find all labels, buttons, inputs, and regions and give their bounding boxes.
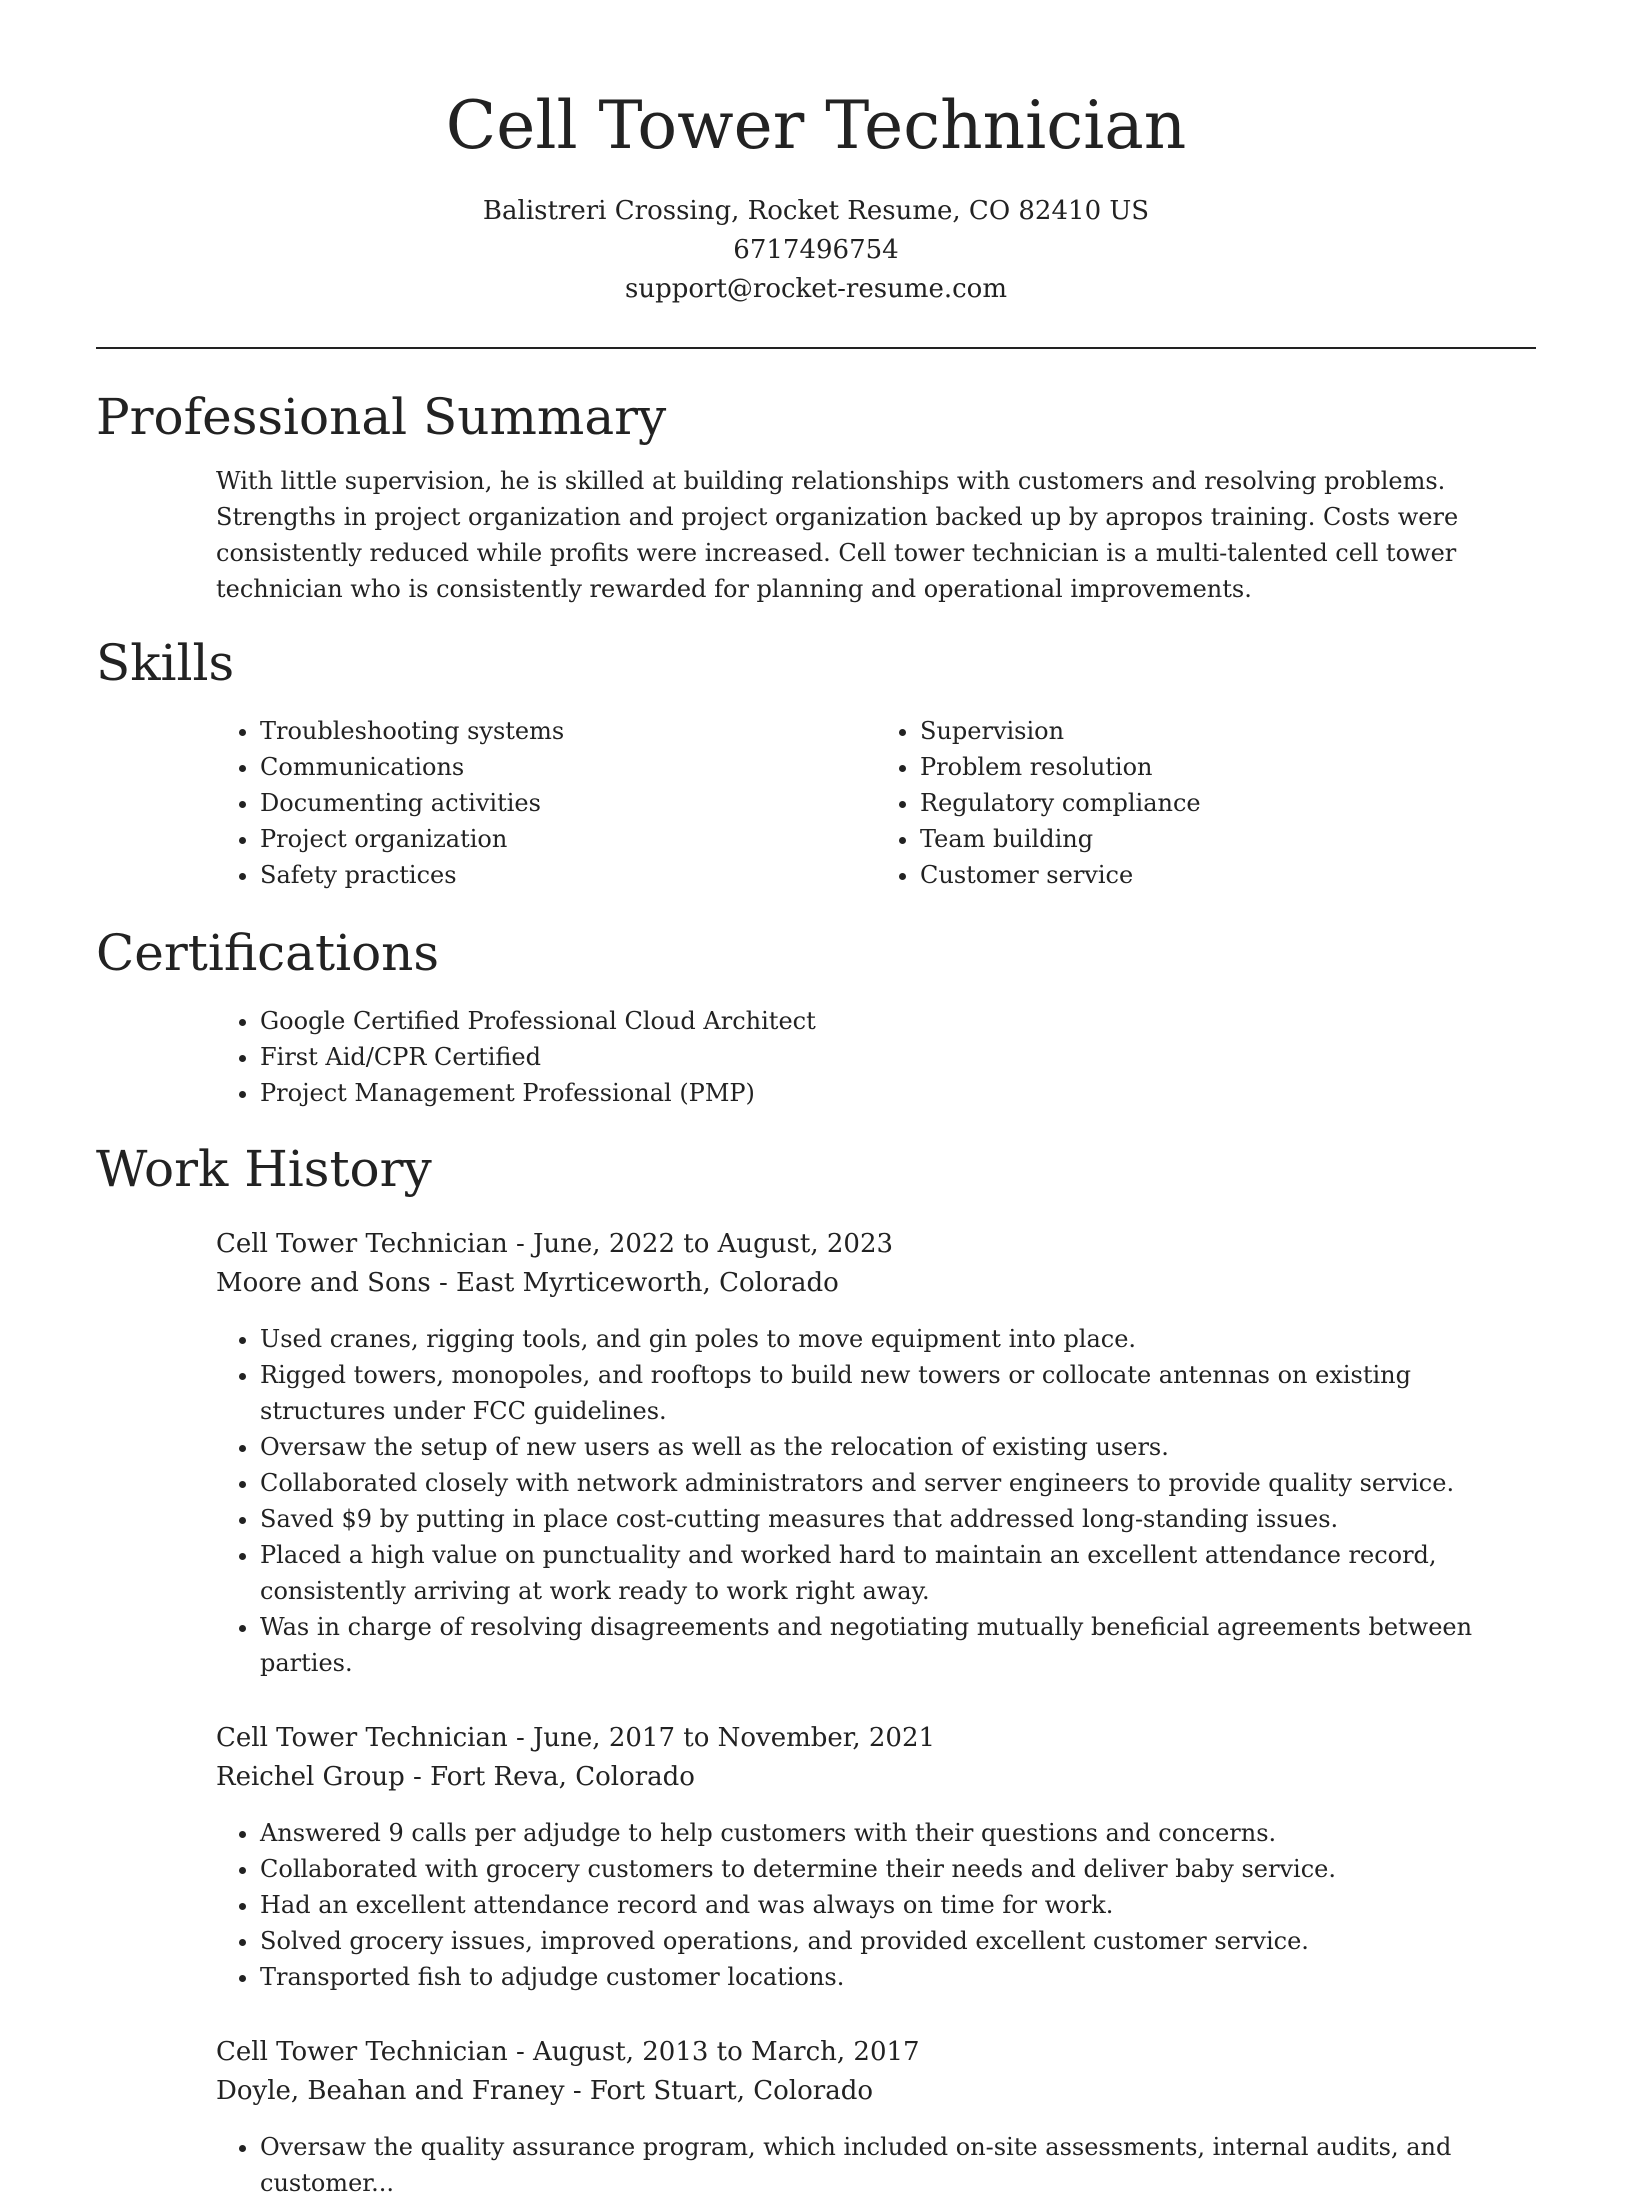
job-duty: • Collaborated with grocery customers to determine their needs and deliver baby service.	[260, 1851, 1536, 1887]
certification-item: • First Aid/CPR Certified	[260, 1039, 1536, 1075]
job-duty: • Collaborated closely with network administrators and server engineers to provide quality service.	[260, 1465, 1536, 1501]
certification-bullets	[216, 1003, 1536, 1111]
skill-item: • Communications	[260, 749, 876, 785]
skill-item: • Troubleshooting systems	[260, 713, 876, 749]
skills-section	[96, 631, 1536, 893]
skills-column-right	[876, 713, 1536, 893]
job-duty: • Used cranes, rigging tools, and gin poles to move equipment into place.	[260, 1321, 1536, 1357]
skill-item: • Safety practices	[260, 857, 876, 893]
contact-block	[96, 192, 1536, 309]
job-duty: • Solved grocery issues, improved operations, and provided excellent customer service.	[260, 1923, 1536, 1959]
skill-item: • Regulatory compliance	[920, 785, 1536, 821]
work-history-section	[96, 1137, 1536, 2201]
certifications-section	[96, 921, 1536, 1111]
section-title-work-history: Work History	[96, 1140, 432, 1198]
skill-item: • Problem resolution	[920, 749, 1536, 785]
job-role-dates: Cell Tower Technician - August, 2013 to March, 2017	[216, 2037, 920, 2067]
job-duty: • Placed a high value on punctuality and worked hard to maintain an excellent attendance record, consistently arriving at work ready to work right away.	[260, 1537, 1536, 1609]
job-duty: • Rigged towers, monopoles, and rooftops to build new towers or collocate antennas on existing structures under FCC guidelines.	[260, 1357, 1536, 1429]
certification-list	[216, 1003, 1536, 1111]
job-duties	[216, 1321, 1536, 1681]
job-duty-list	[216, 2129, 1536, 2201]
job-duty-list	[216, 1321, 1536, 1681]
section-title-summary: Professional Summary	[96, 388, 667, 446]
address: Balistreri Crossing, Rocket Resume, CO 82410 US	[482, 196, 1150, 226]
job-duties	[216, 1815, 1536, 1995]
email: support@rocket-resume.com	[624, 274, 1007, 304]
job-role-dates: Cell Tower Technician - June, 2022 to August, 2023	[216, 1229, 894, 1259]
job-duty-list	[216, 1815, 1536, 1995]
phone: 6717496754	[733, 235, 899, 265]
skill-item: • Customer service	[920, 857, 1536, 893]
certification-item: • Google Certified Professional Cloud Architect	[260, 1003, 1536, 1039]
section-title-skills: Skills	[96, 634, 235, 692]
job-entry	[216, 2033, 1536, 2201]
resume-page	[96, 0, 1536, 2201]
job-duty: • Oversaw the quality assurance program, which included on-site assessments, internal audits, and customer...	[260, 2129, 1536, 2201]
job-duties	[216, 2129, 1536, 2201]
job-duty: • Answered 9 calls per adjudge to help customers with their questions and concerns.	[260, 1815, 1536, 1851]
skill-item: • Team building	[920, 821, 1536, 857]
certification-item: • Project Management Professional (PMP)	[260, 1075, 1536, 1111]
job-entry	[216, 1225, 1536, 1681]
job-entry	[216, 1719, 1536, 1995]
job-duty: • Transported fish to adjudge customer locations.	[260, 1959, 1536, 1995]
job-duty: • Had an excellent attendance record and was always on time for work.	[260, 1887, 1536, 1923]
job-role-dates: Cell Tower Technician - June, 2017 to November, 2021	[216, 1723, 936, 1753]
job-company-location: Reichel Group - Fort Reva, Colorado	[216, 1762, 695, 1792]
job-company-location: Doyle, Beahan and Franey - Fort Stuart, Colorado	[216, 2076, 873, 2106]
skills-grid	[216, 713, 1536, 893]
candidate-name: Cell Tower Technician	[445, 87, 1187, 164]
job-duty: • Oversaw the setup of new users as well as the relocation of existing users.	[260, 1429, 1536, 1465]
job-duty: • Was in charge of resolving disagreements and negotiating mutually beneficial agreements between parties.	[260, 1609, 1536, 1681]
skill-item: • Supervision	[920, 713, 1536, 749]
skill-item: • Documenting activities	[260, 785, 876, 821]
job-duty: • Saved $9 by putting in place cost-cutting measures that addressed long-standing issues.	[260, 1501, 1536, 1537]
summary-section	[96, 385, 1536, 607]
section-title-certifications: Certifications	[96, 924, 440, 982]
skills-column-left	[216, 713, 876, 893]
summary-text: With little supervision, he is skilled at building relationships with customers and resolving problems. Strengths in project organization and project organization backed up by apropos training. Costs were consistently reduced while profits were increased. Cell tower technician is a multi-talented cell tower technician who is consistently rewarded for planning and operational improvements.	[216, 467, 1459, 603]
skill-item: • Project organization	[260, 821, 876, 857]
header-divider	[96, 347, 1536, 349]
job-company-location: Moore and Sons - East Myrticeworth, Colorado	[216, 1268, 839, 1298]
resume-header	[96, 0, 1536, 309]
